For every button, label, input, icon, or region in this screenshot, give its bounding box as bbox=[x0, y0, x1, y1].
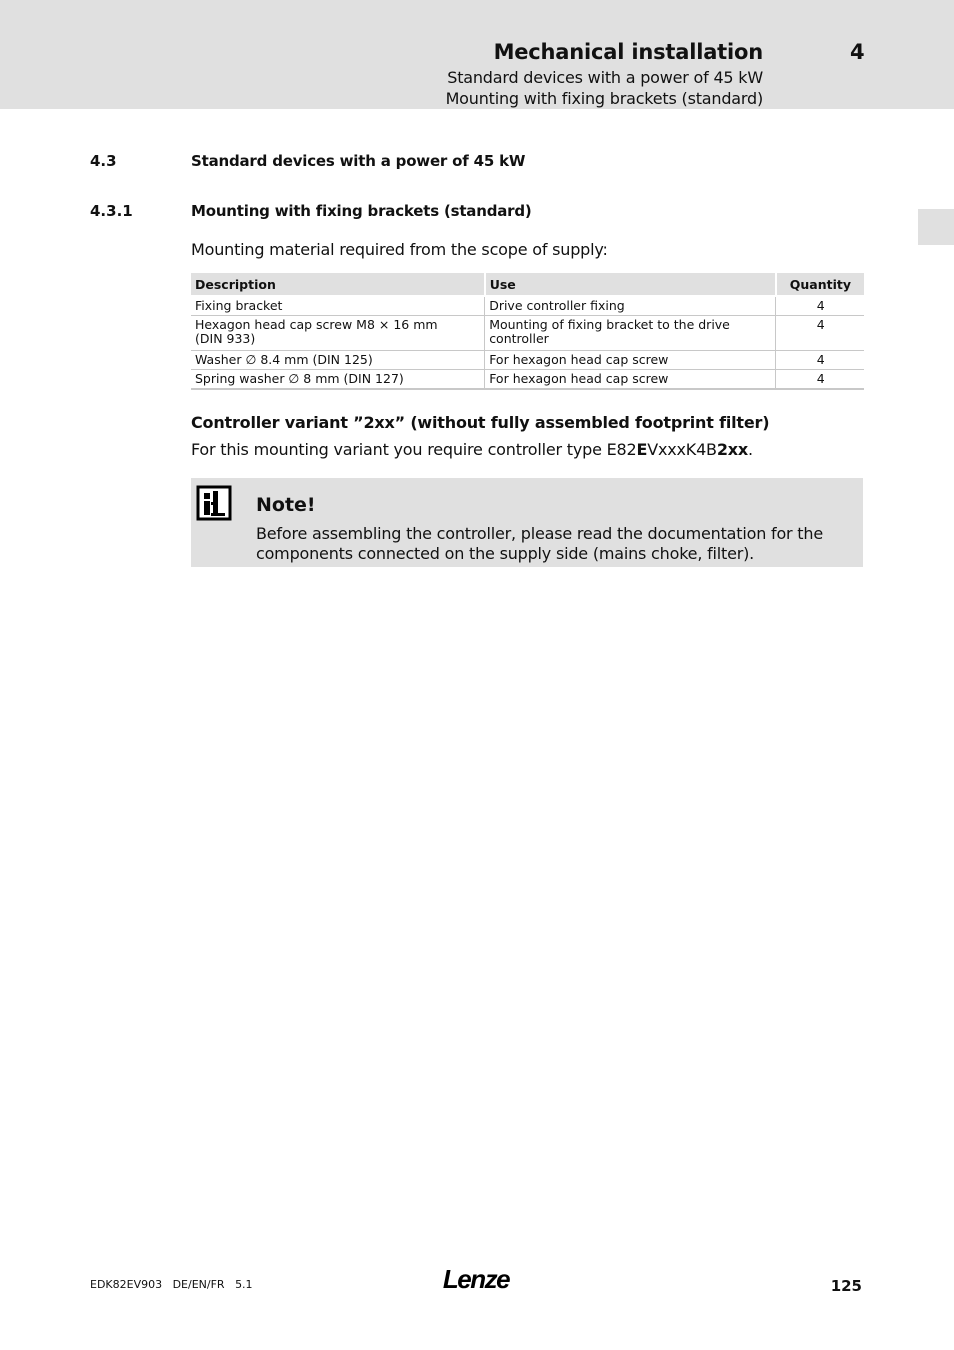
chapter-number: 4 bbox=[850, 40, 865, 64]
subsection-title: Mounting with fixing brackets (standard) bbox=[191, 202, 532, 220]
variant-type-bold-suffix: 2xx bbox=[716, 440, 749, 459]
column-header-use: Use bbox=[485, 273, 776, 296]
variant-text-suffix: . bbox=[748, 440, 753, 459]
info-icon bbox=[196, 485, 232, 521]
intro-text: Mounting material required from the scope of supply: bbox=[191, 240, 608, 259]
page-title: Mechanical installation bbox=[493, 40, 763, 64]
cell-use: For hexagon head cap screw bbox=[485, 351, 776, 370]
footer-document-id: EDK82EV903 DE/EN/FR 5.1 bbox=[90, 1278, 253, 1291]
table-header-row bbox=[191, 273, 864, 296]
cell-description: Fixing bracket bbox=[191, 296, 485, 316]
cell-use: Mounting of fixing bracket to the drive controller bbox=[485, 316, 776, 351]
subsection-number: 4.3.1 bbox=[90, 202, 133, 220]
variant-text bbox=[191, 440, 753, 459]
section-title: Standard devices with a power of 45 kW bbox=[191, 152, 526, 170]
cell-quantity: 4 bbox=[776, 296, 864, 316]
cell-quantity: 4 bbox=[776, 370, 864, 390]
note-box bbox=[191, 478, 863, 567]
mounting-material-table bbox=[191, 273, 864, 390]
cell-quantity: 4 bbox=[776, 351, 864, 370]
section-number: 4.3 bbox=[90, 152, 117, 170]
svg-text:Lenze: Lenze bbox=[442, 1266, 510, 1294]
table-row bbox=[191, 316, 864, 351]
column-header-description: Description bbox=[191, 273, 485, 296]
cell-quantity: 4 bbox=[776, 316, 864, 351]
page-number: 125 bbox=[830, 1277, 862, 1295]
variant-type-bold-e: E bbox=[636, 440, 648, 459]
cell-use: Drive controller fixing bbox=[485, 296, 776, 316]
variant-heading: Controller variant ”2xx” (without fully assembled footprint filter) bbox=[191, 413, 770, 432]
cell-use: For hexagon head cap screw bbox=[485, 370, 776, 390]
chapter-side-tab bbox=[918, 209, 954, 245]
note-title: Note! bbox=[256, 494, 316, 516]
table-row bbox=[191, 370, 864, 390]
lenze-logo bbox=[438, 1266, 514, 1294]
note-text: Before assembling the controller, please read the documentation for the components connected on the supply side (mains choke, filter). bbox=[256, 524, 823, 563]
column-header-quantity: Quantity bbox=[776, 273, 864, 296]
table-row bbox=[191, 296, 864, 316]
cell-description: Hexagon head cap screw M8 × 16 mm (DIN 933) bbox=[191, 316, 485, 351]
header-subtitle-section: Standard devices with a power of 45 kW bbox=[447, 68, 763, 87]
cell-description: Spring washer ∅ 8 mm (DIN 127) bbox=[191, 370, 485, 390]
table-row bbox=[191, 351, 864, 370]
variant-type-mid: VxxxK4B bbox=[647, 440, 717, 459]
cell-description: Washer ∅ 8.4 mm (DIN 125) bbox=[191, 351, 485, 370]
header-subtitle-subsection: Mounting with fixing brackets (standard) bbox=[445, 89, 763, 108]
variant-text-prefix: For this mounting variant you require controller type E82 bbox=[191, 440, 637, 459]
